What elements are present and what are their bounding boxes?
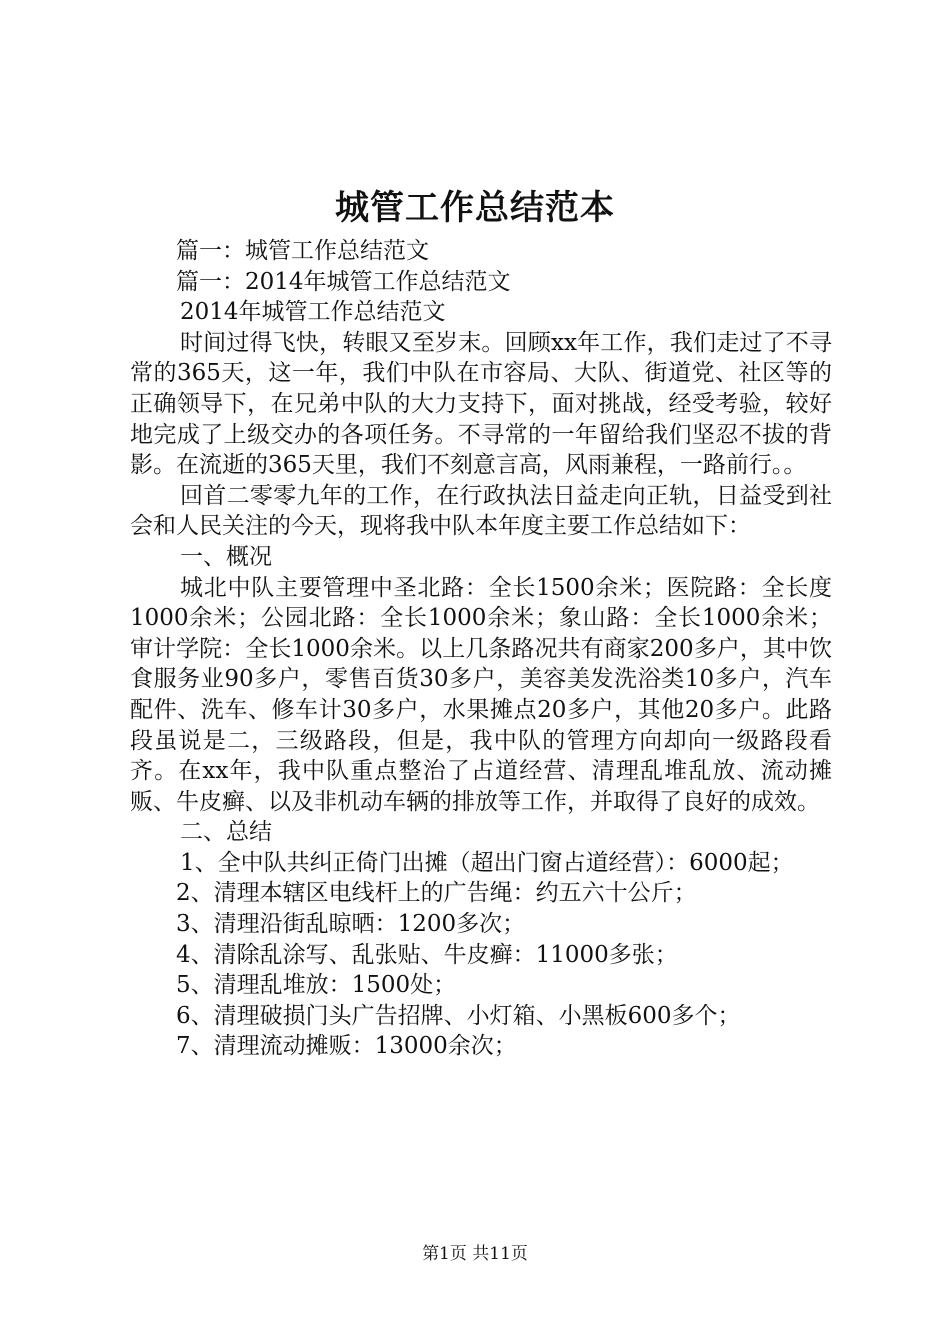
paragraph-review: 回首二零零九年的工作，在行政执法日益走向正轨，日益受到社会和人民关注的今天，现将我中队本年度主要工作总结如下： [130,482,832,540]
paragraph-intro: 时间过得飞快，转眼又至岁末。回顾xx年工作，我们走过了不寻常的365天，这一年，我们中队在市容局、大队、街道党、社区等的正确领导下，在兄弟中队的大力支持下，面对挑战，经受考验，较好地完成了上级交办的各项任务。不寻常的一年留给我们坚忍不拔的背影。在流逝的365天里，我们不刻意言高，风雨兼程，一路前行。。 [130,329,832,479]
list-item: 5、清理乱堆放：1500处； [176,972,457,999]
paragraph-overview: 城北中队主要管理中圣北路：全长1500余米；医院路：全长度1000余米；公园北路：全长1000余米；象山路：全长1000余米；审计学院：全长1000余米。以上几条路况共有商家200多户，其中饮食服务业90多户，零售百货30多户，美容美发洗浴类10多户，汽车配件、洗车、修车计30多户，水果摊点20多户，其他20多户。此路段虽说是二，三级路段，但是，我中队的管理方向却向一级路段看齐。在xx年，我中队重点整治了占道经营、清理乱堆乱放、流动摊贩、牛皮癣、以及非机动车辆的排放等工作，并取得了良好的成效。 [130,574,832,815]
document-body [130,236,832,1062]
document-title: 城管工作总结范本 [335,188,615,228]
list-item: 6、清理破损门头广告招牌、小灯箱、小黑板600多个； [176,1002,741,1029]
paragraph-chapter-subheading: 篇一：2014年城管工作总结范文 [176,268,511,295]
list-item: 4、清除乱涂写、乱张贴、牛皮癣：11000多张； [176,941,678,968]
list-item: 2、清理本辖区电线杆上的广告绳：约五六十公斤； [176,880,697,907]
list-item: 1、全中队共纠正倚门出摊（超出门窗占道经营）：6000起； [180,849,794,876]
section-heading-summary: 二、总结 [180,819,272,846]
list-item: 7、清理流动摊贩：13000余次； [176,1033,517,1060]
section-heading-overview: 一、概况 [180,543,272,570]
list-item: 3、清理沿街乱晾晒：1200多次； [176,911,526,938]
paragraph-article-title: 2014年城管工作总结范文 [180,299,446,326]
paragraph-chapter-heading: 篇一：城管工作总结范文 [176,238,429,264]
page-footer: 第1页 共11页 [422,1244,528,1264]
